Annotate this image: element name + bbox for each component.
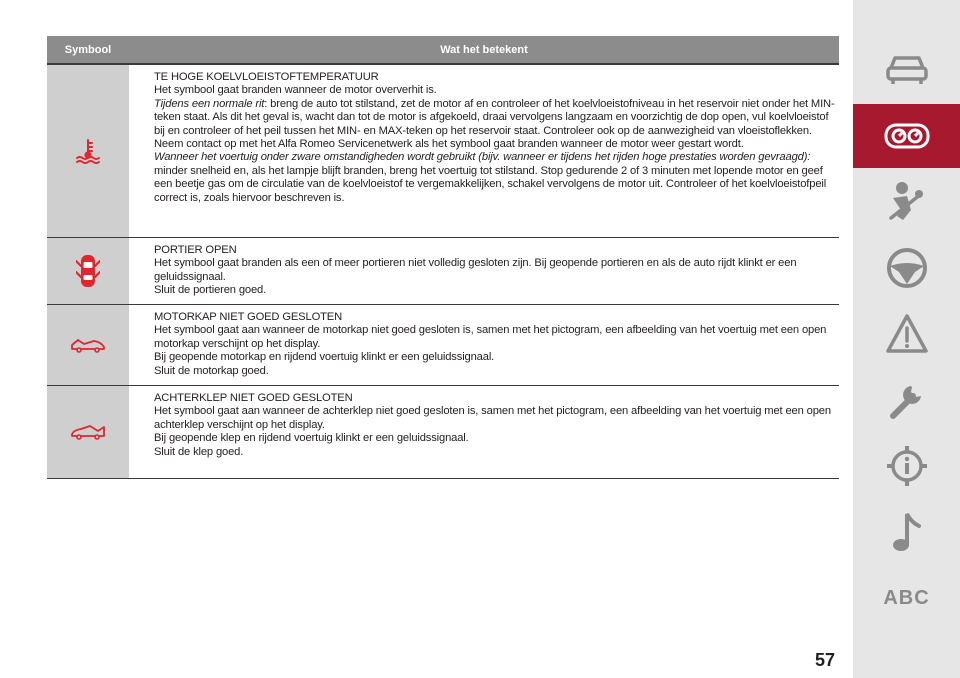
row-paragraph <box>154 98 839 152</box>
index-abc-label: ABC <box>883 586 930 609</box>
wrench-icon <box>885 378 929 422</box>
row-line: Het symbool gaat aan wanneer de achterklep niet goed gesloten is, samen met het pictogram, een afbeelding van het voertuig met een open achterklep verschijnt op het display. <box>154 405 831 431</box>
symbol-cell <box>47 305 129 385</box>
chapter-emergency-link[interactable] <box>853 302 960 366</box>
instrument-panel-icon <box>884 121 930 151</box>
door-open-icon <box>76 253 100 289</box>
row-title: PORTIER OPEN <box>154 244 237 256</box>
coolant-temperature-icon <box>75 138 101 164</box>
table-header <box>47 36 839 65</box>
music-note-icon <box>889 510 925 554</box>
row-line: Het symbool gaat branden wanneer de motor oververhit is. <box>154 84 437 97</box>
row-line: Het symbool gaat branden als een of meer portieren niet volledig gesloten zijn. Bij geopende portieren en als de auto rijdt klinkt er een geluidssignaal. <box>154 257 797 283</box>
symbol-cell <box>47 65 129 237</box>
steering-wheel-icon <box>885 246 929 290</box>
symbol-table <box>47 36 839 479</box>
row-description <box>129 65 839 237</box>
table-row <box>47 65 839 238</box>
row-line: Bij geopende klep en rijdend voertuig klinkt er een geluidssignaal. <box>154 432 469 445</box>
chapter-index-link[interactable] <box>853 566 960 630</box>
page-number: 57 <box>815 650 836 670</box>
chapter-sidebar <box>853 0 960 678</box>
row-line: Sluit de portieren goed. <box>154 284 267 297</box>
chapter-technical-data-link[interactable] <box>853 434 960 498</box>
symbol-cell <box>47 386 129 478</box>
row-description <box>129 386 839 478</box>
header-meaning: Wat het betekent <box>440 43 528 56</box>
row-description <box>129 305 839 385</box>
header-symbol: Symbool <box>64 43 112 56</box>
hood-open-icon <box>70 337 106 353</box>
chapter-multimedia-link[interactable] <box>853 500 960 564</box>
row-line: Sluit de motorkap goed. <box>154 364 269 377</box>
row-line: Sluit de klep goed. <box>154 445 244 458</box>
paragraph-text: minder snelheid en, als het lampje blijft branden, breng het voertuig tot stilstand. Stop gedurende 2 of 3 minuten met lopende motor en geef een beetje gas om de circulatie van de koelvloeistof te vergemakkelijken, schakel vervolgens de motor uit. Controleer of het koelvloeistofpeil correct is, zoals hiervoor beschreven is. <box>154 164 827 204</box>
italic-lead: Tijdens een normale rit <box>154 97 265 110</box>
row-line: Het symbool gaat aan wanneer de motorkap niet goed gesloten is, samen met het pictogram, een afbeelding van het voertuig met een open motorkap verschijnt op het display. <box>154 324 827 350</box>
chapter-safety-link[interactable] <box>853 170 960 234</box>
chapter-car-link[interactable] <box>853 38 960 102</box>
info-gear-icon <box>885 444 929 488</box>
row-title: MOTORKAP NIET GOED GESLOTEN <box>154 311 343 323</box>
italic-lead: Wanneer het voertuig onder zware omstandigheden wordt gebruikt (bijv. wanneer er tijdens het rijden hoge prestaties worden gevraagd): <box>154 151 811 164</box>
row-line: Bij geopende motorkap en rijdend voertuig klinkt er een geluidssignaal. <box>154 351 495 364</box>
paragraph-text: : breng de auto tot stilstand, zet de motor af en controleer of het koelvloeistofniveau in het reservoir niet onder het MIN-teken staat. Als dit het geval is, wacht dan tot de motor is afgekoeld, draai vervolgens langzaam en voorzichtig de dop open, vul koelvloeistof bij en controleer of het peil tussen het MIN- en MAX-teken op het reservoir staat. Controleer ook op de aanwezigheid van vloeistoflekken. Neem contact op met het Alfa Romeo Servicenetwerk als het symbool gaat branden wanneer de motor weer gestart wordt. <box>154 97 835 151</box>
chapter-maintenance-link[interactable] <box>853 368 960 432</box>
table-row <box>47 386 839 479</box>
row-paragraph <box>154 151 839 205</box>
car-icon <box>885 54 929 86</box>
chapter-dashboard-link[interactable] <box>853 104 960 168</box>
seat-belt-person-icon <box>885 180 929 224</box>
warning-triangle-icon <box>885 313 929 355</box>
row-description <box>129 238 839 304</box>
trunk-open-icon <box>70 424 106 440</box>
row-title: TE HOGE KOELVLOEISTOFTEMPERATUUR <box>154 71 379 83</box>
chapter-driving-link[interactable] <box>853 236 960 300</box>
symbol-cell <box>47 238 129 304</box>
table-row <box>47 305 839 386</box>
table-row <box>47 238 839 305</box>
row-title: ACHTERKLEP NIET GOED GESLOTEN <box>154 392 353 404</box>
